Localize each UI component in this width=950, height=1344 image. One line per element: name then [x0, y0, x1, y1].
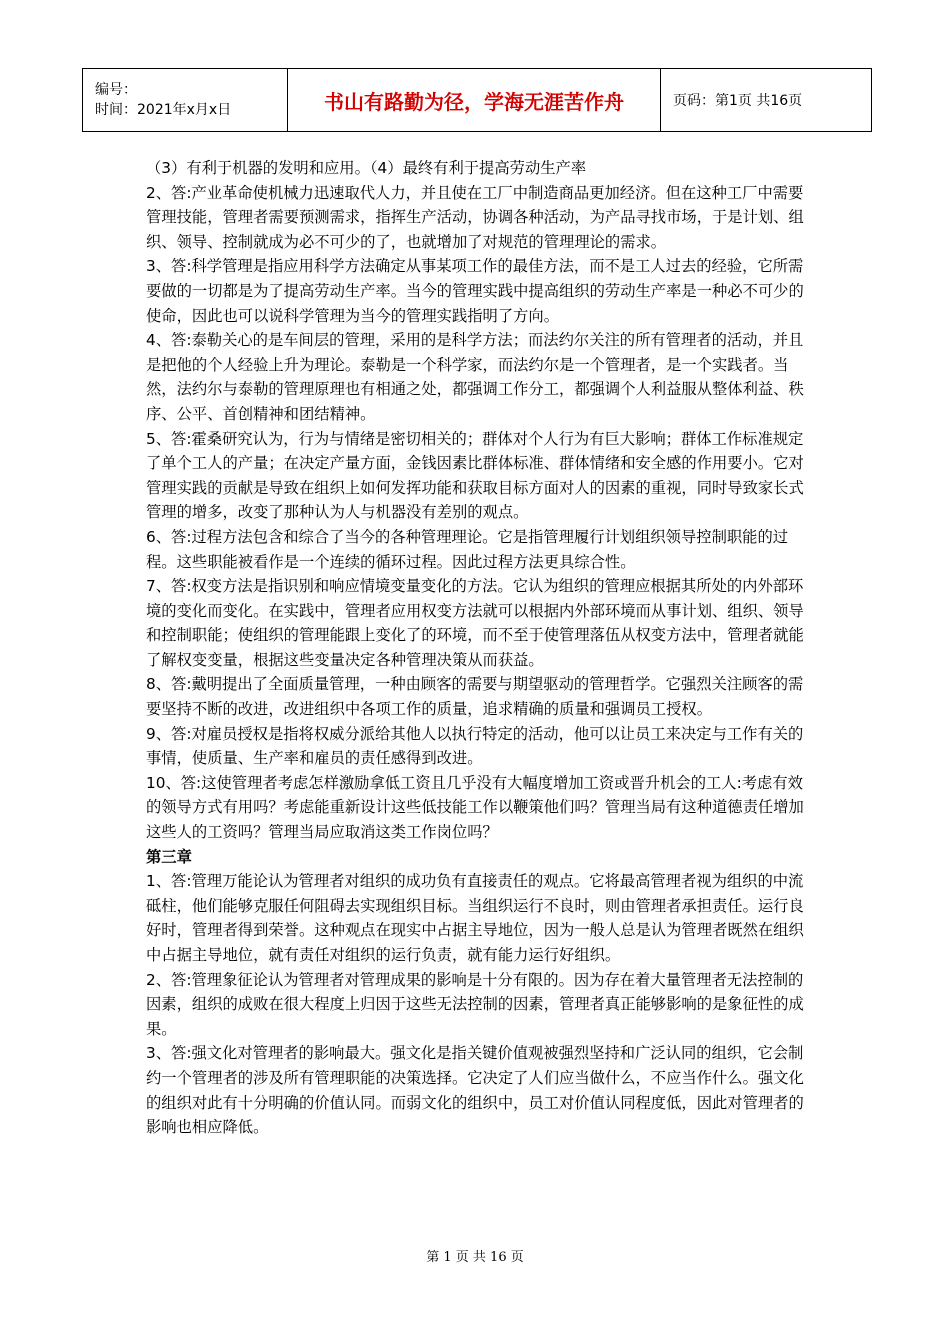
header-motto: 书山有路勤为径，学海无涯苦作舟: [288, 69, 661, 132]
paragraph: 6、答:过程方法包含和综合了当今的各种管理理论。它是指管理履行计划组织领导控制职能的过程。这些职能被看作是一个连续的循环过程。因此过程方法更具综合性。: [146, 527, 789, 571]
paragraph: 3、答:科学管理是指应用科学方法确定从事某项工作的最佳方法，而不是工人过去的经验，它所需要做的一切都是为了提高劳动生产率。当今的管理实践中提高组织的劳动生产率是一种必不可少的使命，因此也可以说科学管理为当今的管理实践指明了方向。: [146, 257, 804, 325]
paragraph: 5、答:霍桑研究认为，行为与情绪是密切相关的；群体对个人行为有巨大影响；群体工作标准规定了单个工人的产量；在决定产量方面，金钱因素比群体标准、群体情绪和安全感的作用要小。它对管理实践的贡献是导致在组织上如何发挥功能和获取目标方面对人的因素的重视，同时导致家长式管理的增多，改变了那种认为人与机器没有差别的观点。: [146, 429, 804, 522]
document-number-label: 编号：: [95, 82, 137, 98]
header-page-info: 页码：第1页 共16页: [673, 93, 803, 109]
paragraph: 2、答:管理象征论认为管理者对管理成果的影响是十分有限的。因为存在着大量管理者无法控制的因素，组织的成败在很大程度上归因于这些无法控制的因素，管理者真正能够影响的是象征性的成果。: [146, 970, 804, 1038]
document-body: [146, 156, 814, 1140]
paragraph: 7、答:权变方法是指识别和响应情境变量变化的方法。它认为组织的管理应根据其所处的内外部环境的变化而变化。在实践中，管理者应用权变方法就可以根据内外部环境而从事计划、组织、领导和控制职能；使组织的管理能跟上变化了的环境，而不至于使管理落伍从权变方法中，管理者就能了解权变变量，根据这些变量决定各种管理决策从而获益。: [146, 577, 804, 669]
header-left-cell: [83, 69, 288, 132]
paragraph: 9、答:对雇员授权是指将权威分派给其他人以执行特定的活动，他可以让员工来决定与工作有关的事情，使质量、生产率和雇员的责任感得到改进。: [146, 724, 804, 768]
chapter-heading: 第三章: [146, 847, 192, 866]
page-footer: 第 1 页 共 16 页: [426, 1250, 524, 1265]
paragraph: 1、答:管理万能论认为管理者对组织的成功负有直接责任的观点。它将最高管理者视为组织的中流砥柱，他们能够克服任何阻碍去实现组织目标。当组织运行不良时，则由管理者承担责任。运行良好时，管理者得到荣誉。这种观点在现实中占据主导地位，因为一般人总是认为管理者既然在组织中占据主导地位，就有责任对组织的运行负责，就有能力运行好组织。: [146, 872, 804, 964]
paragraph: 2、答:产业革命使机械力迅速取代人力，并且使在工厂中制造商品更加经济。但在这种工厂中需要管理技能，管理者需要预测需求，指挥生产活动，协调各种活动，为产品寻找市场，于是计划、组织、领导、控制就成为必不可少的了，也就增加了对规范的管理理论的需求。: [146, 183, 804, 251]
paragraph: 4、答:泰勒关心的是车间层的管理，采用的是科学方法；而法约尔关注的所有管理者的活动，并且是把他的个人经验上升为理论。泰勒是一个科学家，而法约尔是一个管理者，是一个实践者。当然，法约尔与泰勒的管理原理也有相通之处，都强调工作分工，都强调个人利益服从整体利益、秩序、公平、首创精神和团结精神。: [146, 331, 804, 423]
paragraph: 3、答:强文化对管理者的影响最大。强文化是指关键价值观被强烈坚持和广泛认同的组织，它会制约一个管理者的涉及所有管理职能的决策选择。它决定了人们应当做什么，不应当作什么。强文化的组织对此有十分明确的价值认同。而弱文化的组织中，员工对价值认同程度低，因此对管理者的影响也相应降低。: [146, 1044, 804, 1137]
header-page-info-cell: [661, 69, 872, 132]
paragraph: 10、答:这使管理者考虑怎样激励拿低工资且几乎没有大幅度增加工资或晋升机会的工人:考虑有效的领导方式有用吗？考虑能重新设计这些低技能工作以鞭策他们吗？管理当局有这种道德责任增加这些人的工资吗？管理当局应取消这类工作岗位吗？: [146, 773, 804, 842]
page-header: [82, 68, 872, 132]
paragraph: 8、答:戴明提出了全面质量管理，一种由顾客的需要与期望驱动的管理哲学。它强烈关注顾客的需要坚持不断的改进，改进组织中各项工作的质量，追求精确的质量和强调员工授权。: [146, 675, 804, 719]
paragraph: （3）有利于机器的发明和应用。（4）最终有利于提高劳动生产率: [146, 159, 587, 177]
document-date-label: 时间：2021年x月x日: [95, 102, 232, 118]
